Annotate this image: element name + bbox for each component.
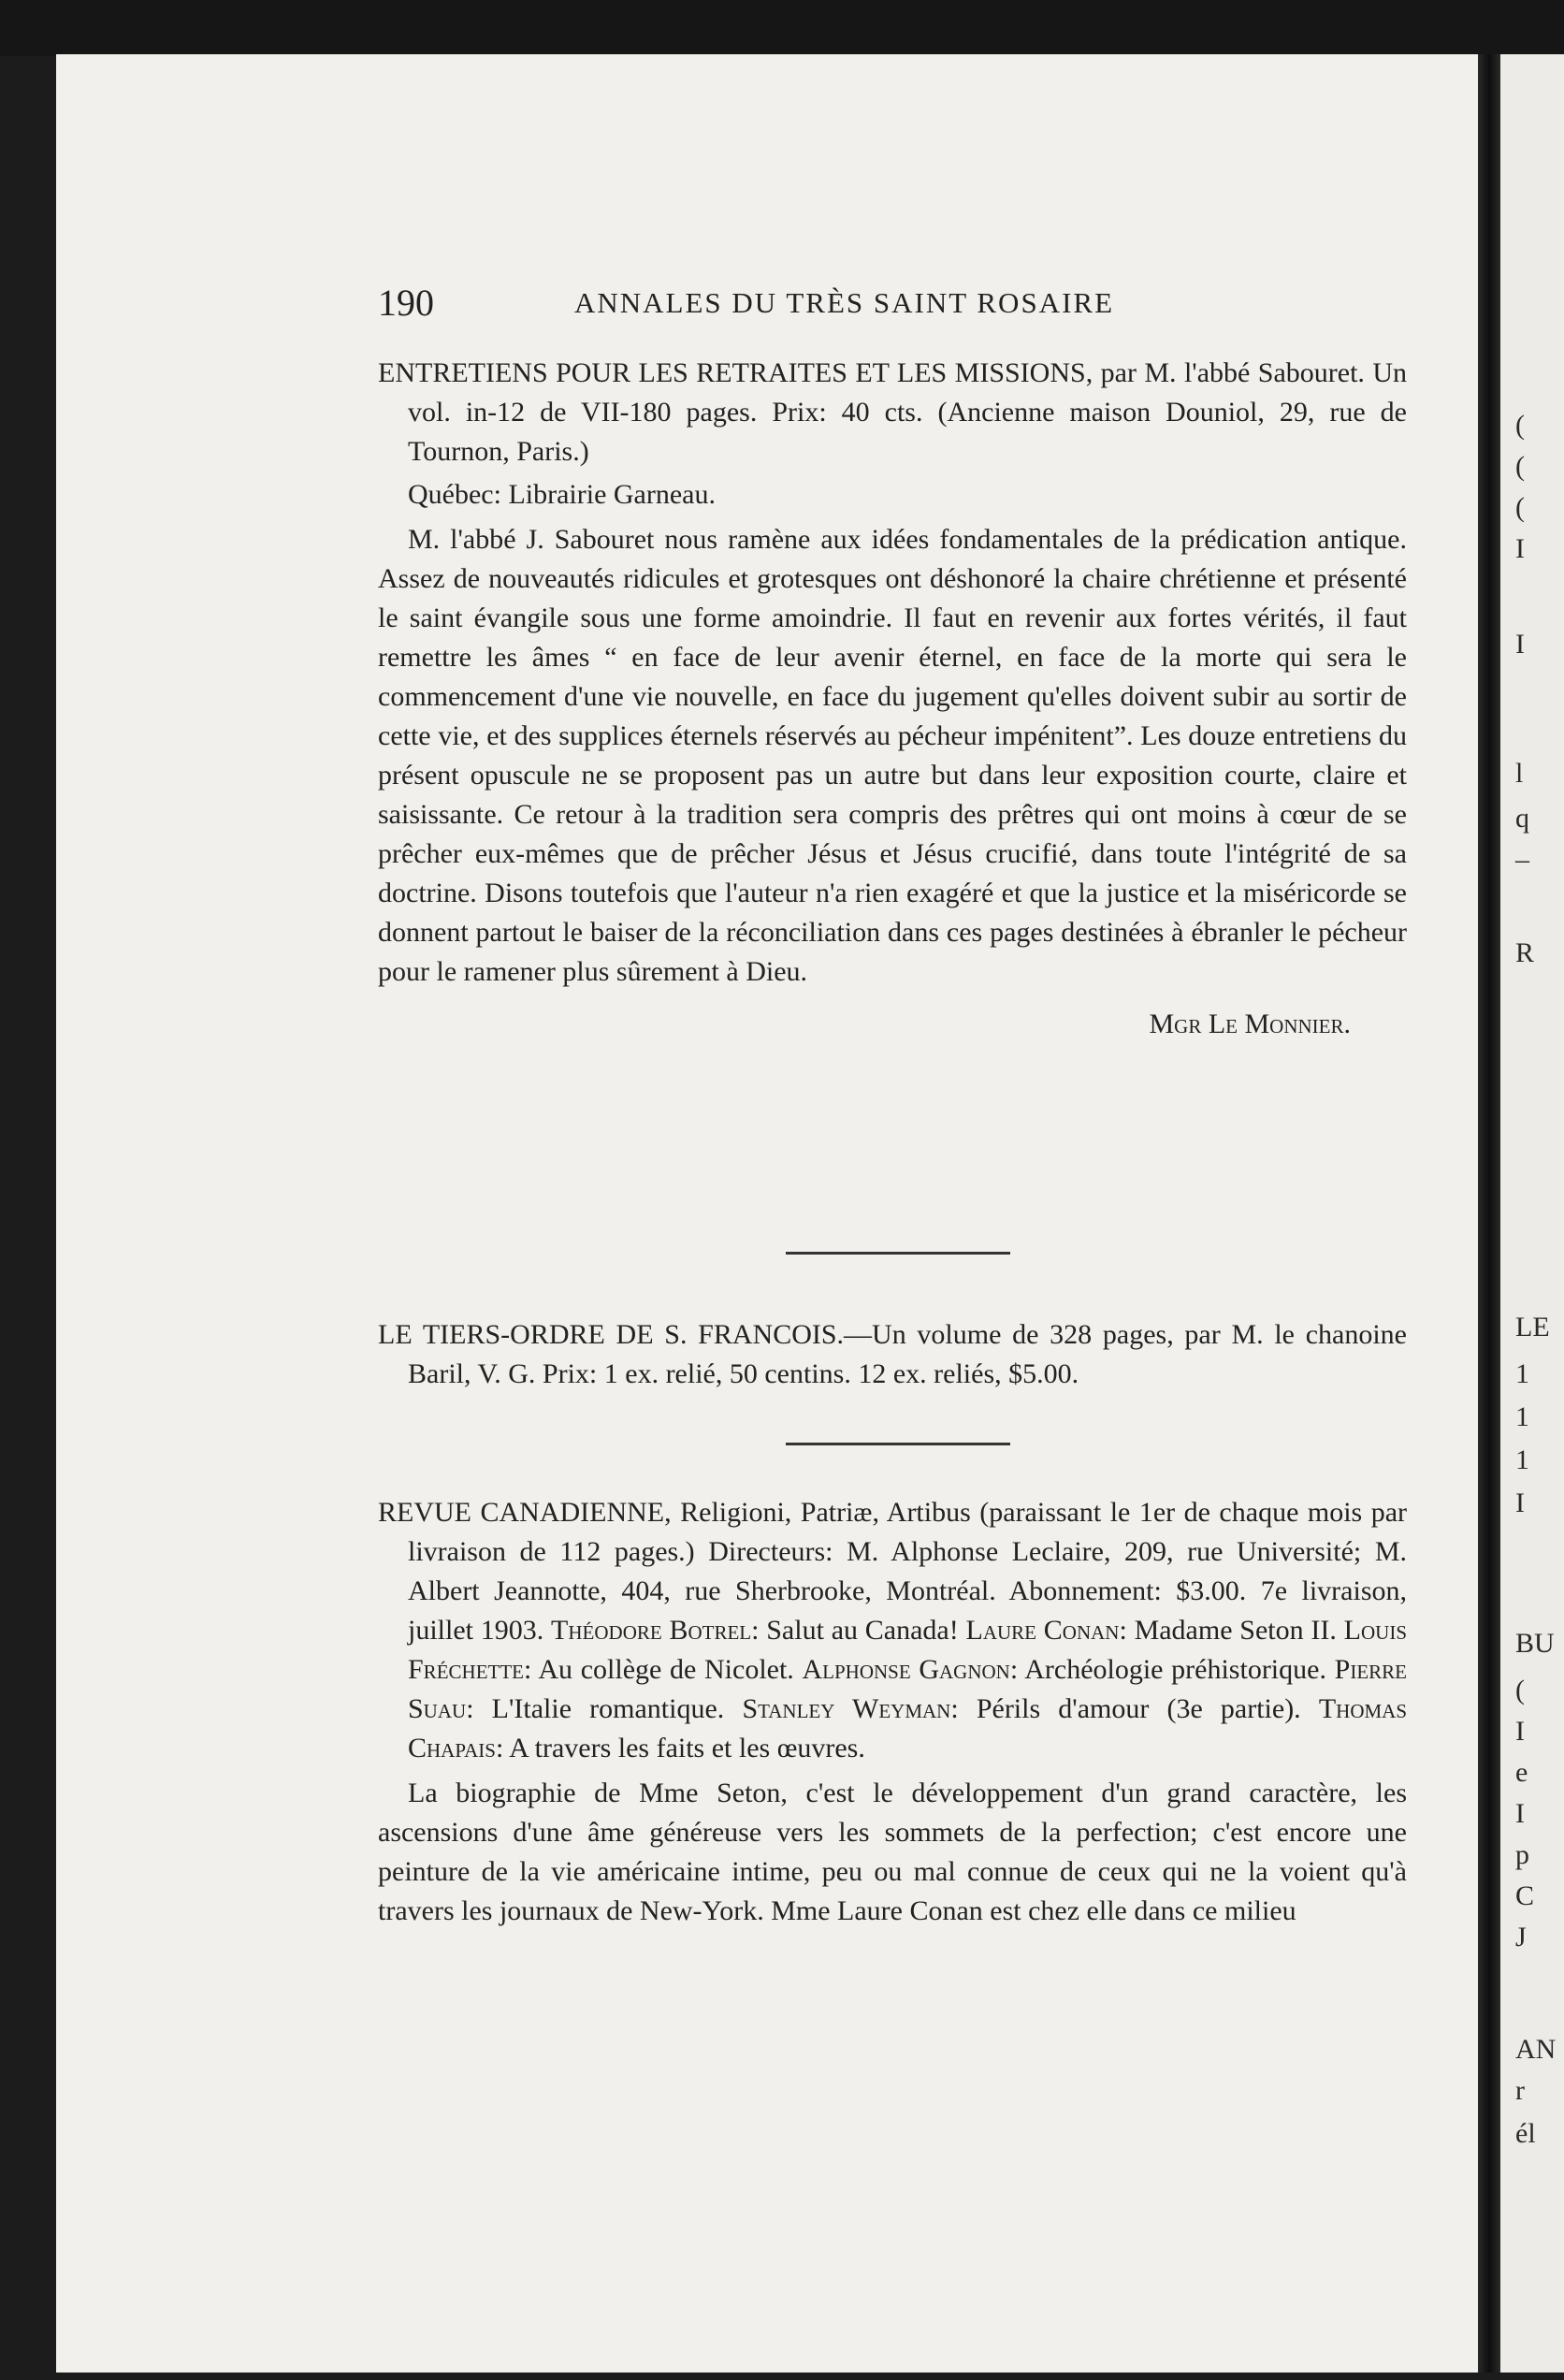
entry-heading <box>378 354 1407 472</box>
entry-title: ENTRETIENS POUR LES RETRAITES ET LES MISSIONS, <box>378 357 1093 388</box>
section-divider <box>786 1443 1010 1445</box>
adjacent-fragment: r <box>1515 2075 1525 2106</box>
adjacent-fragment: AN <box>1515 2034 1557 2065</box>
adjacent-fragment: C <box>1515 1880 1535 1911</box>
toc-author: Stanley Weyman <box>742 1693 951 1724</box>
adjacent-fragment: 1 <box>1515 1401 1529 1432</box>
entry-heading: REVUE CANADIENNE, Religioni, Patriæ, Artibus (paraissant le 1er de chaque mois par livraison de 112 pages.) Directeurs: M. Alphonse Leclaire, 209, rue Université; M. Albert Jeannotte, 404, rue Sherbrooke, Montréal. Abonnement: $3.00. 7e livraison, juillet 1903. Théodore Botrel: Salut au Canada! Laure Conan: Madame Seton II. Louis Fréchette: Au collège de Nicolet. Alphonse Gagnon: Archéologie préhistorique. Pierre Suau: L'Italie romantique. Stanley Weyman: Périls d'amour (3e partie). Thomas Chapais: A travers les faits et les œuvres. <box>378 1497 1408 1763</box>
toc-work: L'Italie romantique. <box>491 1693 725 1724</box>
adjacent-fragment: BU <box>1515 1628 1555 1659</box>
running-title: ANNALES DU TRÈS SAINT ROSAIRE <box>574 286 1115 319</box>
toc-author: Louis Fréchette <box>408 1615 1408 1685</box>
adjacent-fragment: ( <box>1515 410 1525 441</box>
toc-work: Archéologie préhistorique. <box>1024 1654 1326 1685</box>
adjacent-fragment: J <box>1515 1922 1527 1952</box>
page-gutter <box>1478 54 1500 2373</box>
toc-work: Au collège de Nicolet. <box>538 1654 794 1685</box>
adjacent-fragment: ( <box>1515 451 1525 482</box>
entry-title: LE TIERS-ORDRE DE S. FRANCOIS. <box>378 1319 845 1350</box>
adjacent-fragment: ( <box>1515 492 1525 523</box>
review-body: La biographie de Mme Seton, c'est le développement d'un grand caractère, les ascensions d'une âme généreuse vers les sommets de la perfection; c'est encore une peinture de la vie américaine intime, peu ou mal connue de ceux qui ne la voient qu'à travers les journaux de New-York. Mme Laure Conan est chez elle dans ce milieu <box>378 1778 1407 1926</box>
toc-author: Alphonse Gagnon <box>802 1654 1010 1685</box>
adjacent-fragment: l <box>1515 758 1524 789</box>
adjacent-fragment: LE <box>1515 1312 1550 1342</box>
toc-author: Thomas Chapais <box>408 1693 1408 1763</box>
adjacent-fragment: I <box>1515 1716 1525 1747</box>
book-notice-tiers-ordre <box>378 1315 1407 1394</box>
entry-details: —Un volume de 328 pages, par M. le chanoine Baril, V. G. Prix: 1 ex. relié, 50 centins. 12 ex. reliés, $5.00. <box>408 1319 1407 1389</box>
entry-title: REVUE CANADIENNE, <box>378 1497 672 1528</box>
adjacent-fragment: I <box>1515 1798 1525 1829</box>
adjacent-page-edge <box>1500 54 1564 2373</box>
section-divider <box>786 1252 1010 1255</box>
toc-author: Pierre Suau <box>408 1654 1408 1724</box>
adjacent-fragment: 1 <box>1515 1358 1529 1389</box>
adjacent-fragment: R <box>1515 937 1535 968</box>
adjacent-fragment: 1 <box>1515 1444 1529 1475</box>
toc-work: A travers les faits et les œuvres. <box>509 1733 865 1763</box>
revue-notice <box>378 1493 1407 1931</box>
toc-work: Madame Seton II. <box>1134 1615 1337 1646</box>
adjacent-fragment: I <box>1515 1488 1525 1518</box>
adjacent-fragment: ( <box>1515 1675 1525 1705</box>
film-border <box>0 0 1564 56</box>
adjacent-fragment: I <box>1515 629 1525 660</box>
entry-details: Religioni, Patriæ, Artibus (paraissant le 1er de chaque mois par livraison de 112 pages.) Directeurs: M. Alphonse Leclaire, 209, rue Université; M. Albert Jeannotte, 404, rue Sherbrooke, Montréal. Abonnement: $3.00. 7e livraison, juillet 1903. <box>408 1497 1408 1646</box>
toc-work: Salut au Canada! <box>766 1615 959 1646</box>
adjacent-fragment: q <box>1515 803 1529 834</box>
adjacent-fragment: I <box>1515 533 1525 564</box>
entry-heading <box>378 1315 1407 1394</box>
review-signature: Mgr Le Monnier. <box>1149 1009 1351 1039</box>
book-review-entretiens <box>378 354 1407 1044</box>
toc-work: Périls d'amour (3e partie). <box>976 1693 1301 1724</box>
entry-details: par M. l'abbé Sabouret. Un vol. in-12 de VII-180 pages. Prix: 40 cts. (Ancienne maison Douniol, 29, rue de Tournon, Paris.) <box>408 357 1407 467</box>
review-body: M. l'abbé J. Sabouret nous ramène aux idées fondamentales de la prédication antique. Assez de nouveautés ridicules et grotesques ont déshonoré la chaire chrétienne et présenté le saint évangile sous une forme amoindrie. Il faut en revenir aux fortes vérités, il faut remettre les âmes “ en face de leur avenir éternel, en face de la morte qui sera le commencement d'une vie nouvelle, en face du jugement qu'elles doivent subir au sortir de cette vie, et des supplices éternels réservés au pécheur impénitent”. Les douze entretiens du présent opuscule ne se proposent pas un autre but dans leur exposition courte, claire et saisissante. Ce retour à la tradition sera compris des prêtres qui ont moins à cœur de se prêcher eux-mêmes que de prêcher Jésus et Jésus crucifié, dans toute l'intégrité de sa doctrine. Disons toutefois que l'auteur n'a rien exagéré et que la justice et la miséricorde se donnent partout le baiser de la réconciliation dans ces pages destinées à ébranler le pécheur pour le ramener plus sûrement à Dieu. <box>378 524 1407 987</box>
adjacent-fragment: p <box>1515 1839 1529 1870</box>
adjacent-fragment: él <box>1515 2118 1536 2149</box>
adjacent-fragment: – <box>1515 844 1529 875</box>
toc-author: Théodore Botrel <box>551 1615 752 1646</box>
entry-publisher: Québec: Librairie Garneau. <box>408 479 716 510</box>
page-number: 190 <box>378 282 434 324</box>
adjacent-fragment: e <box>1515 1757 1528 1788</box>
page-header <box>378 281 1407 322</box>
toc-author: Laure Conan <box>965 1615 1120 1646</box>
